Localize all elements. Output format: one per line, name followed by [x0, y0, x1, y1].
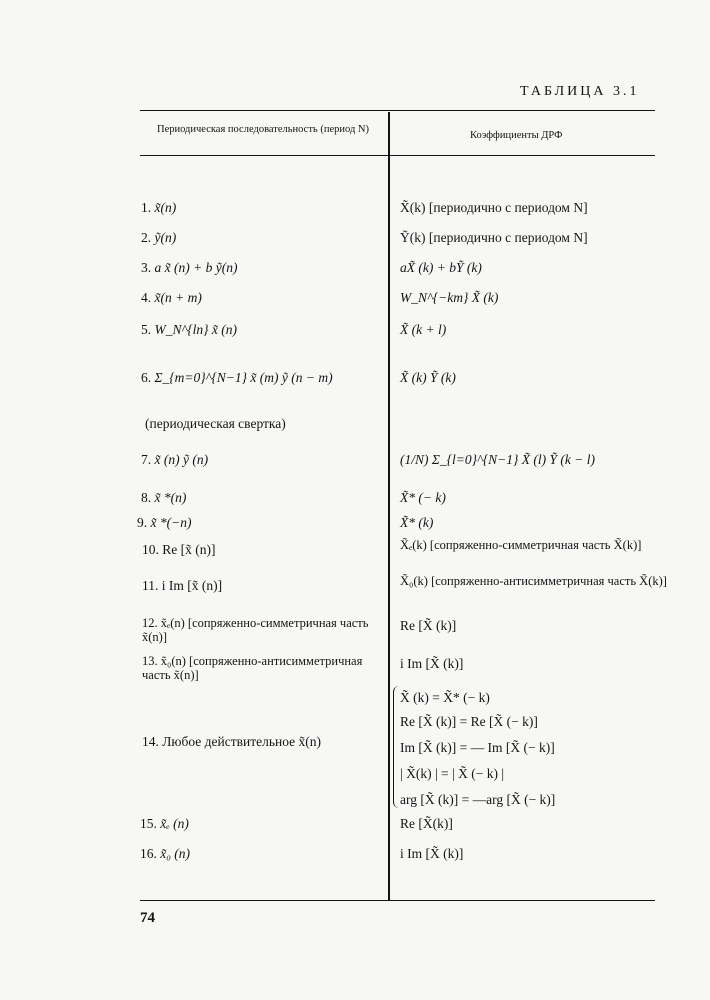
- row-14-right-line-1: X̃ (k) = X̃* (− k): [400, 690, 490, 705]
- row-14-right-line-2: Re [X̃ (k)] = Re [X̃ (− k)]: [400, 714, 538, 729]
- row-9-right: X̃* (k): [400, 515, 434, 530]
- row-9-left: 9. x̃ *(−n): [137, 515, 192, 530]
- row-12-left: 12. x̃ₑ(n) [сопряженно-симметричная часть x̃(n)]: [142, 616, 369, 644]
- row-16-left: 16. x̃₀ (n): [140, 846, 191, 861]
- table-title: ТАБЛИЦА 3.1: [520, 84, 640, 99]
- row-12-right: Re [X̃ (k)]: [400, 618, 457, 633]
- row-16-right: i Im [X̃ (k)]: [400, 846, 464, 861]
- row-6-note: (периодическая свертка): [145, 416, 286, 431]
- bottom-rule: [140, 900, 655, 901]
- row-11-right: X̃₀(k) [сопряженно-антисимметричная часть X̃(k)]: [400, 574, 667, 588]
- row-3-right: aX̃ (k) + bỸ (k): [400, 260, 482, 275]
- row-8-right: X̃* (− k): [400, 490, 446, 505]
- row-3-left: 3. a x̃ (n) + b ỹ(n): [141, 260, 238, 275]
- row-7-left: 7. x̃ (n) ỹ (n): [141, 452, 209, 467]
- row-15-right: Re [X̃(k)]: [400, 816, 453, 831]
- row-8-left: 8. x̃ *(n): [141, 490, 187, 505]
- row-1-right: X̃(k) [периодично с периодом N]: [400, 200, 588, 215]
- row-2-left: 2. ỹ(n): [141, 230, 177, 245]
- row-5-left: 5. W_N^{ln} x̃ (n): [141, 322, 237, 337]
- header-right: Коэффициенты ДРФ: [470, 130, 563, 141]
- row-13-left: 13. x̃₀(n) [сопряженно-антисимметричная часть x̃(n)]: [142, 654, 363, 682]
- row-5-right: X̃ (k + l): [400, 322, 447, 337]
- row-14-left: 14. Любое действительное x̃(n): [142, 734, 322, 749]
- row-6-right: X̃ (k) Ỹ (k): [400, 370, 456, 385]
- row-13-right: i Im [X̃ (k)]: [400, 656, 464, 671]
- row-14-right-line-3: Im [X̃ (k)] = — Im [X̃ (− k)]: [400, 740, 555, 755]
- row-10-left: 10. Re [x̃ (n)]: [142, 542, 216, 557]
- row-14-right-line-5: arg [X̃ (k)] = —arg [X̃ (− k)]: [400, 792, 556, 807]
- row-10-right: X̃ₑ(k) [сопряженно-симметричная часть X̃(k)]: [400, 538, 642, 552]
- row-4-right: W_N^{−km} X̃ (k): [400, 290, 499, 305]
- top-rule: [140, 110, 655, 111]
- row-11-left: 11. i Im [x̃ (n)]: [142, 578, 223, 593]
- row-4-left: 4. x̃(n + m): [141, 290, 202, 305]
- row-1-left: 1. x̃(n): [141, 200, 177, 215]
- page-number: 74: [140, 910, 155, 926]
- row-6-left: 6. Σ_{m=0}^{N−1} x̃ (m) ỹ (n − m): [141, 370, 333, 385]
- row-14-right-line-4: | X̃(k) | = | X̃ (− k) |: [400, 766, 505, 781]
- header-left: Периодическая последовательность (период N): [156, 124, 369, 135]
- row-7-right: (1/N) Σ_{l=0}^{N−1} X̃ (l) Ỹ (k − l): [400, 452, 595, 467]
- column-divider: [388, 112, 390, 900]
- header-rule: [140, 155, 655, 156]
- row-15-left: 15. x̃ₑ (n): [140, 816, 189, 831]
- row-2-right: Ỹ(k) [периодично с периодом N]: [400, 230, 588, 245]
